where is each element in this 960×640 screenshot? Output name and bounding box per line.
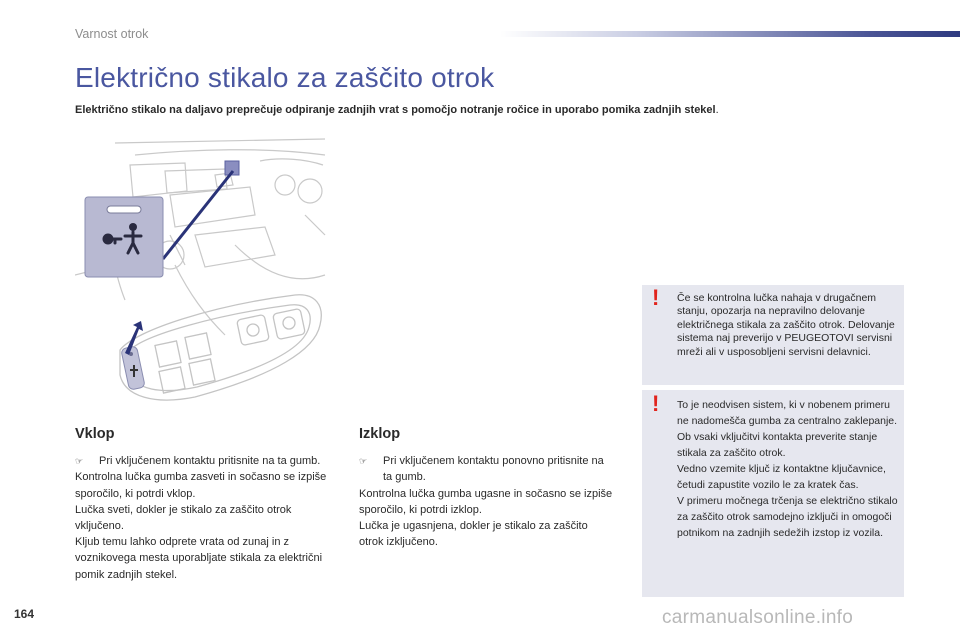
section-label: Varnost otrok (75, 27, 149, 41)
intro-text (75, 104, 719, 116)
warning-text: To je neodvisen sistem, ki v nobenem primeru ne nadomešča gumba za centralno zaklepanje. (677, 399, 898, 427)
page-number: 164 (14, 607, 35, 621)
watermark: carmanualsonline.info (662, 607, 854, 628)
warning-exclamation-icon: ! (652, 285, 660, 310)
intro-period: . (715, 104, 719, 116)
vklop-section (75, 426, 330, 583)
warning-line: Ob vsaki vključitvi kontakta preverite stanje stikala za zaščito otrok. (677, 431, 878, 459)
izklop-line: Lučka je ugasnjena, dokler je stikalo za zaščito otrok izključeno. (359, 520, 588, 549)
warning-line: Vedno vzemite ključ iz kontaktne ključavnice, četudi zapustite vozilo le za kratek čas. (677, 463, 886, 491)
warning-box-independent (642, 390, 904, 597)
child-lock-illustration (75, 135, 335, 407)
vklop-line: Kljub temu lahko odprete vrata od zunaj in z voznikovega mesta uporabljate stikala za električni pomik zadnjih stekel. (75, 536, 323, 581)
warning-text-block (677, 397, 898, 541)
izklop-heading: Izklop (359, 426, 401, 442)
door-switch-panel (120, 295, 321, 400)
bullet-arrow-icon: ☞ (359, 456, 368, 467)
page-title: Električno stikalo za zaščito otrok (75, 62, 495, 93)
vklop-line: Lučka sveti, dokler je stikalo za zaščito otrok vključeno. (75, 503, 292, 533)
izklop-section (359, 426, 614, 550)
warning-box-indicator (642, 285, 904, 385)
vklop-line: Kontrolna lučka gumba zasveti in sočasno se izpiše sporočilo, ki potrdi vklop. (75, 471, 327, 500)
izklop-line: Kontrolna lučka gumba ugasne in sočasno se izpiše sporočilo, ki potrdi izklop. (359, 487, 613, 516)
intro-sentence: Električno stikalo na daljavo preprečuje odpiranje zadnjih vrat s pomočjo notranje ročice in uporabo pomika zadnjih stekel (75, 104, 716, 116)
warning-line: V primeru močnega trčenja se električno stikalo za zaščito otrok samodejno izključi in omogoči potnikom na zadnjih sedežih izstop iz vozila. (677, 495, 898, 539)
vklop-bullet (75, 453, 330, 469)
bullet-arrow-icon: ☞ (75, 456, 84, 467)
header-gradient-bar (500, 31, 960, 37)
vklop-heading: Vklop (75, 426, 115, 442)
izklop-bullet (359, 453, 614, 485)
izklop-bullet-text: Pri vključenem kontaktu ponovno pritisnite na ta gumb. (383, 455, 604, 484)
warning-text: Če se kontrolna lučka nahaja v drugačnem stanju, opozarja na nepravilno delovanje električnega stikala za zaščito otrok. Delovanje sistema naj preverijo v PEUGEOTOVI servisni mreži ali v usposobljeni servisni delavnici. (677, 292, 895, 358)
warning-exclamation-icon: ! (652, 391, 660, 416)
vklop-bullet-text: Pri vključenem kontaktu pritisnite na ta gumb. (99, 455, 321, 468)
